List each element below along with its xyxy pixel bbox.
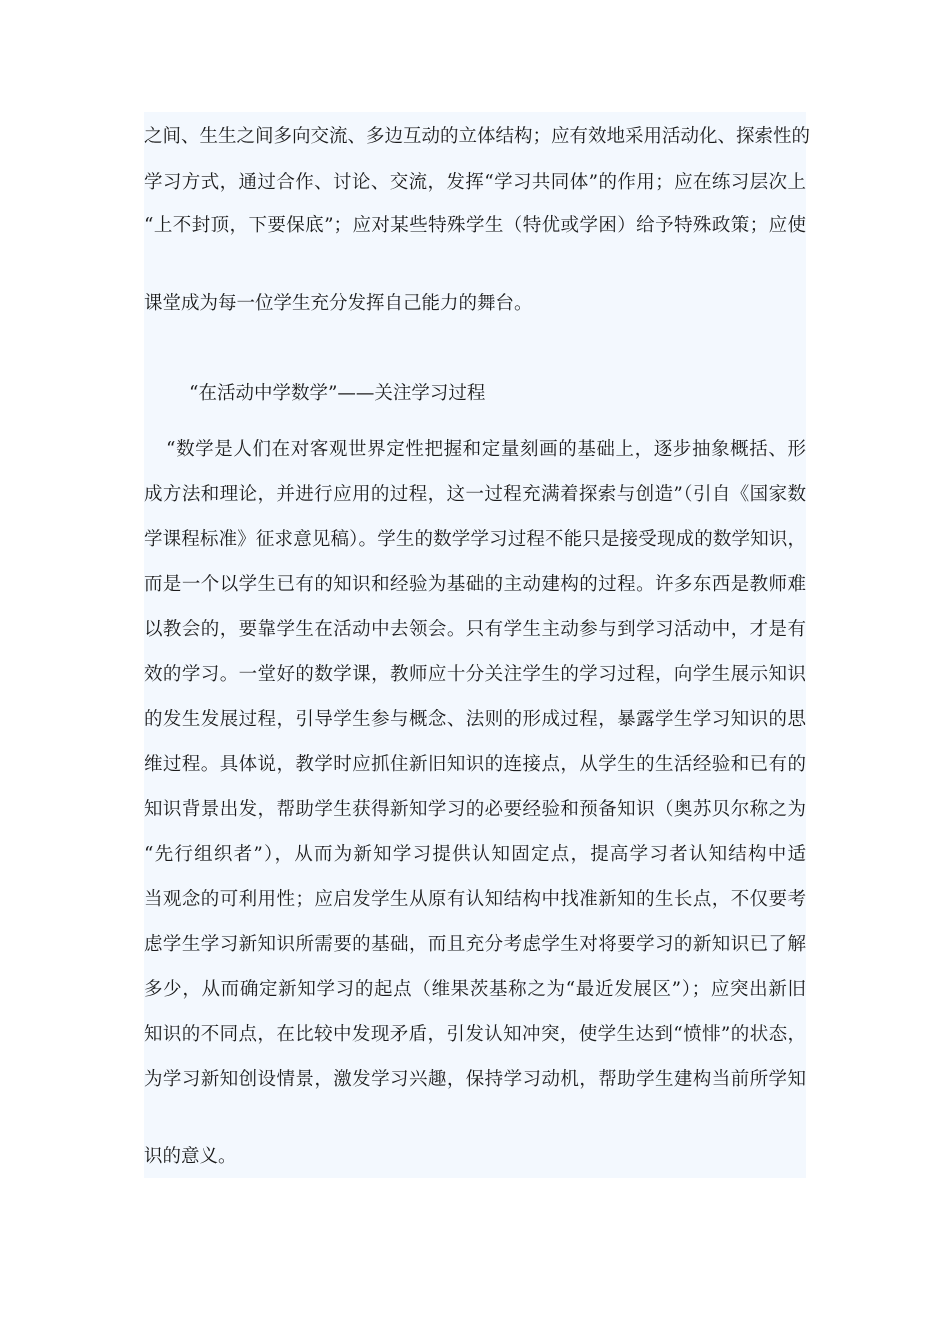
paragraph2-line-6: 效的学习。一堂好的数学课，教师应十分关注学生的学习过程，向学生展示知识: [144, 664, 806, 685]
paragraph2-line-1: “数学是人们在对客观世界定性把握和定量刻画的基础上，逐步抽象概括、形: [166, 439, 806, 460]
paragraph2-line-5: 以教会的，要靠学生在活动中去领会。只有学生主动参与到学习活动中，才是有: [144, 619, 806, 640]
paragraph2-line-9: 知识背景出发，帮助学生获得新知学习的必要经验和预备知识（奥苏贝尔称之为: [144, 799, 806, 820]
paragraph2-line-4: 而是一个以学生已有的知识和经验为基础的主动建构的过程。许多东西是教师难: [144, 574, 806, 595]
paragraph2-line-2: 成方法和理论，并进行应用的过程，这一过程充满着探索与创造”（引自《国家数: [144, 484, 806, 505]
paragraph1-line-2: 学习方式，通过合作、讨论、交流，发挥“学习共同体”的作用；应在练习层次上: [144, 172, 806, 193]
section-heading: “在活动中学数学”——关注学习过程: [189, 383, 486, 404]
paragraph2-line-10: “先行组织者”），从而为新知学习提供认知固定点，提高学习者认知结构中适: [144, 844, 806, 865]
paragraph2-line-3: 学课程标准》征求意见稿）。学生的数学学习过程不能只是接受现成的数学知识，: [144, 529, 806, 550]
paragraph2-line-11: 当观念的可利用性；应启发学生从原有认知结构中找准新知的生长点，不仅要考: [144, 889, 806, 910]
paragraph2-line-16: 识的意义。: [144, 1146, 237, 1167]
paragraph1-line-3: “上不封顶，下要保底”；应对某些特殊学生（特优或学困）给予特殊政策；应使: [144, 215, 806, 236]
paragraph2-line-8: 维过程。具体说，教学时应抓住新旧知识的连接点，从学生的生活经验和已有的: [144, 754, 806, 775]
paragraph1-line-4: 课堂成为每一位学生充分发挥自己能力的舞台。: [144, 293, 533, 314]
paragraph2-line-14: 知识的不同点，在比较中发现矛盾，引发认知冲突，使学生达到“愤悱”的状态，: [144, 1024, 806, 1045]
paragraph2-line-15: 为学习新知创设情景，激发学习兴趣，保持学习动机，帮助学生建构当前所学知: [144, 1069, 806, 1090]
highlighted-text-region: [144, 112, 811, 1178]
paragraph2-line-7: 的发生发展过程，引导学生参与概念、法则的形成过程，暴露学生学习知识的思: [144, 709, 806, 730]
paragraph1-line-1: 之间、生生之间多向交流、多边互动的立体结构；应有效地采用活动化、探索性的: [144, 126, 811, 147]
paragraph2-line-13: 多少，从而确定新知学习的起点（维果茨基称之为“最近发展区”）；应突出新旧: [144, 979, 806, 1000]
paragraph2-line-12: 虑学生学习新知识所需要的基础，而且充分考虑学生对将要学习的新知识已了解: [144, 934, 806, 955]
